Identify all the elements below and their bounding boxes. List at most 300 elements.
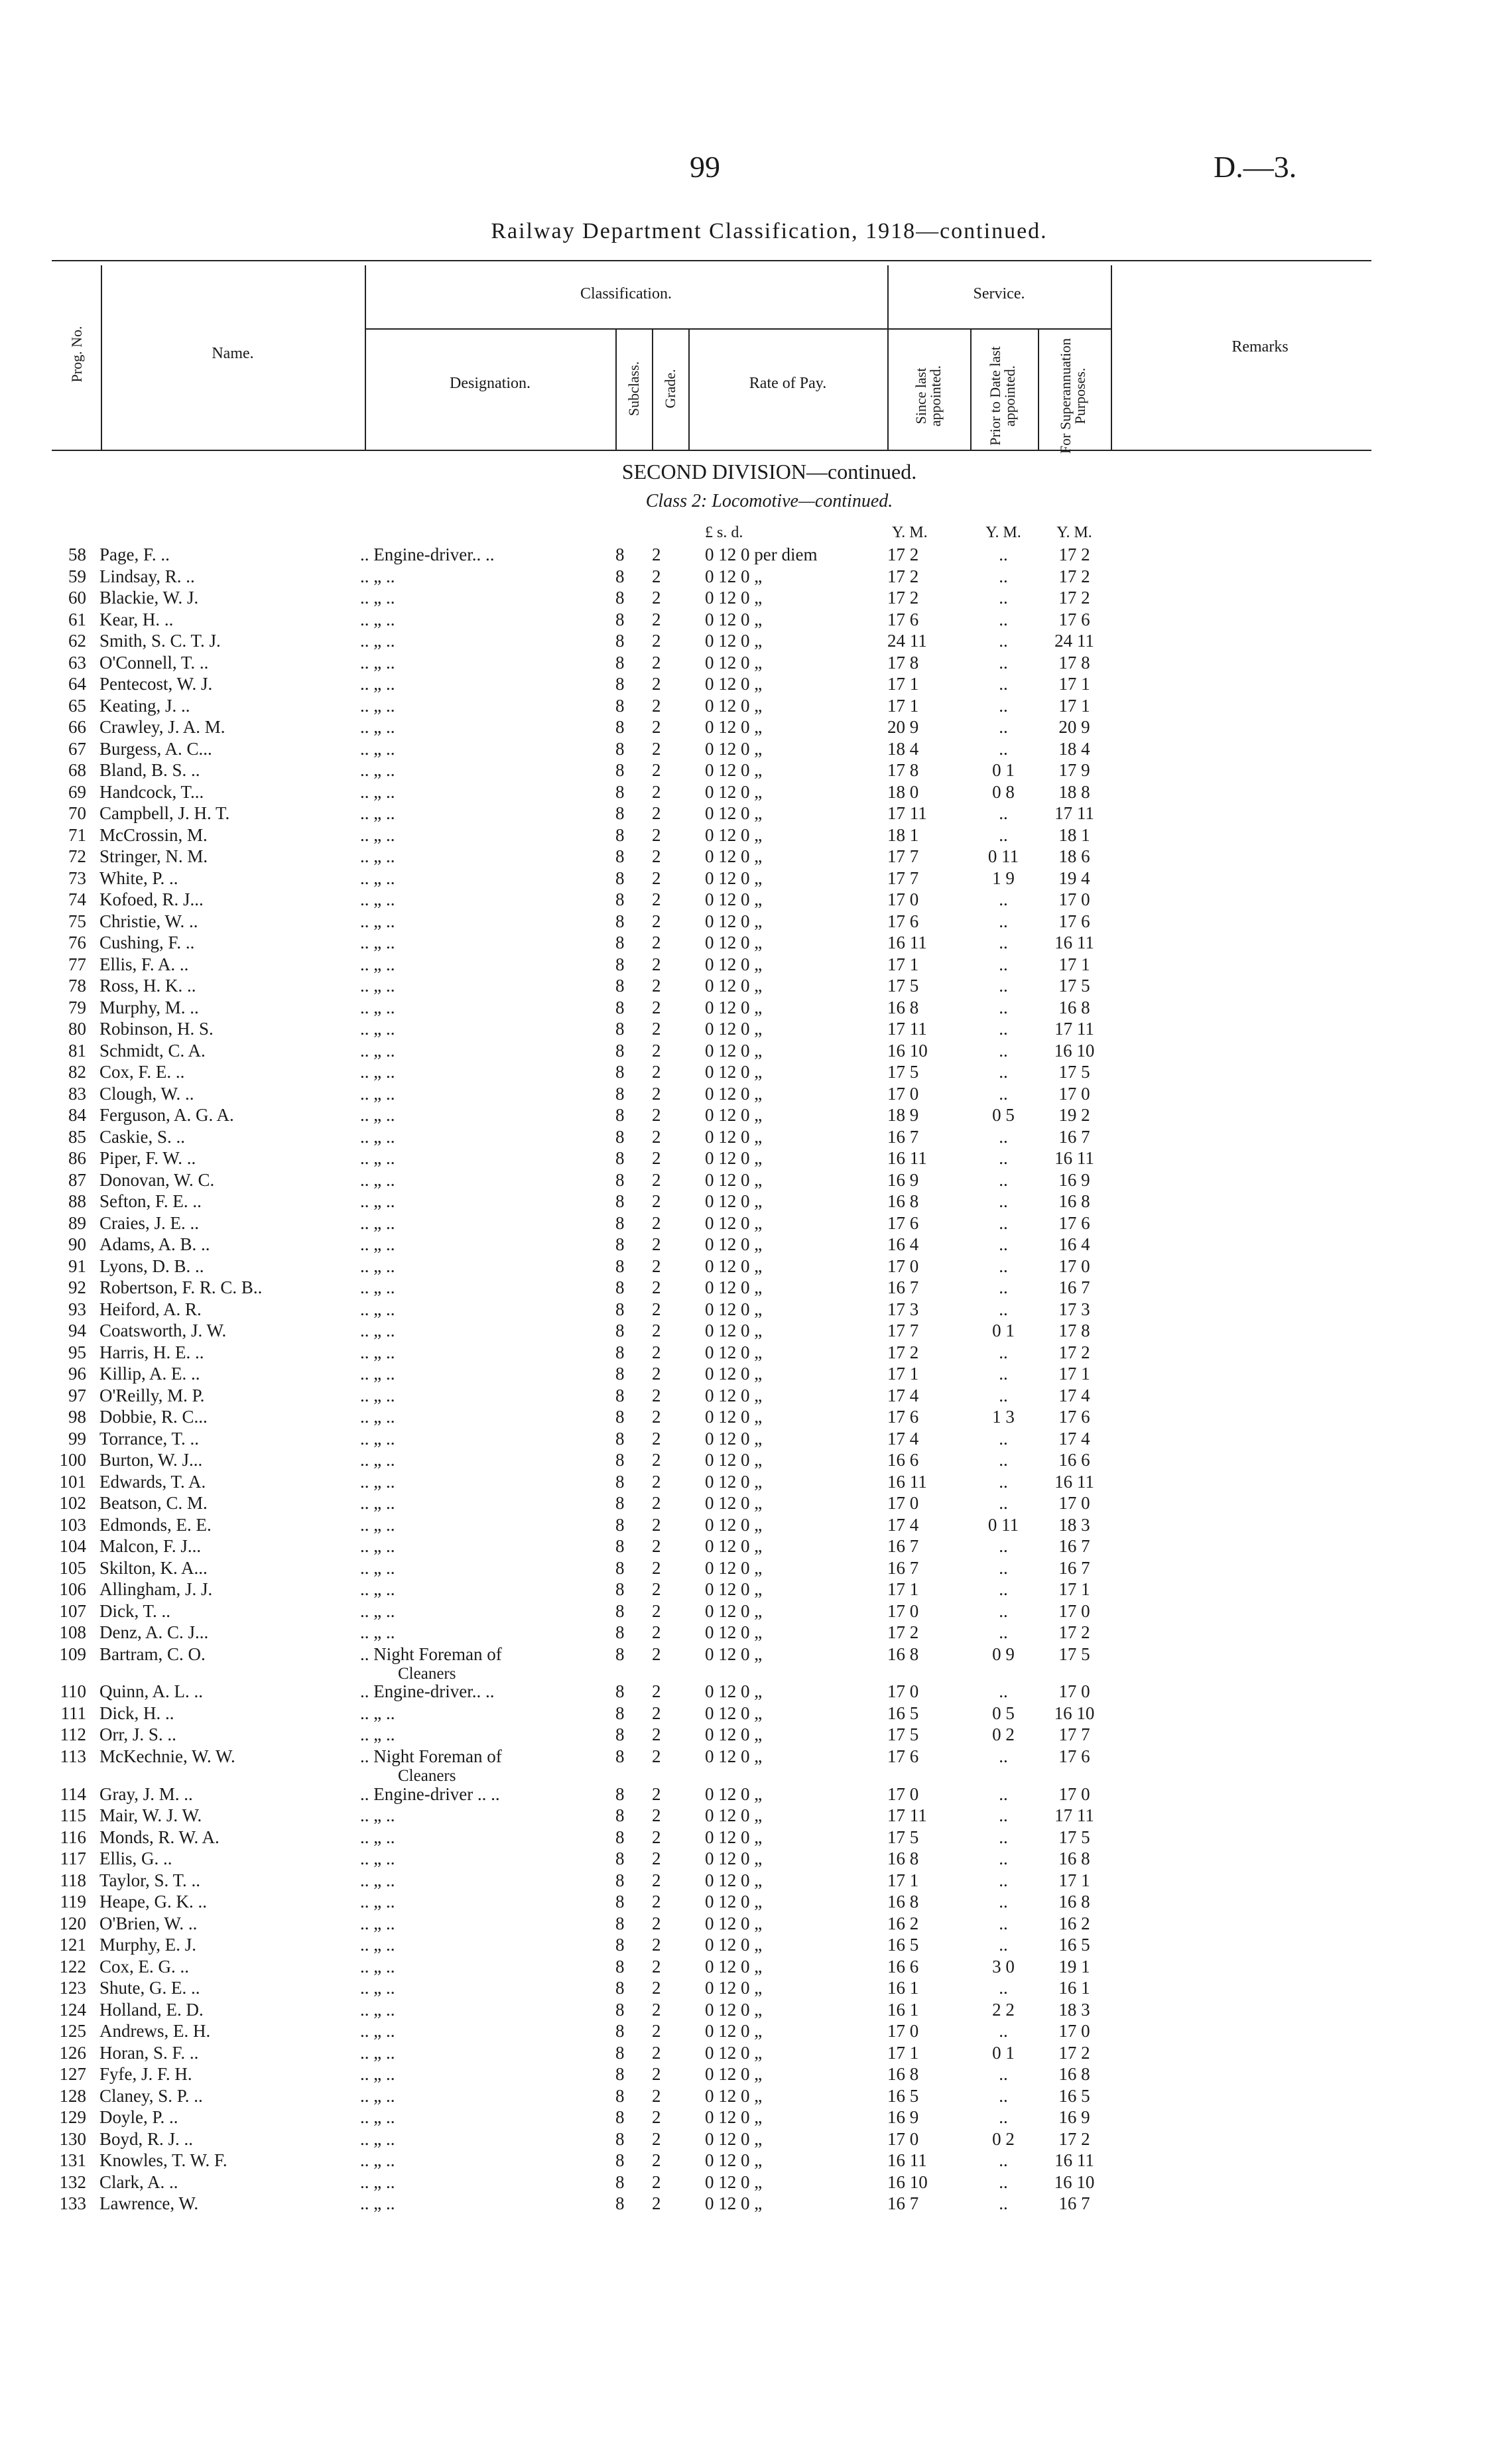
staff-name: Taylor, S. T. .. xyxy=(99,1870,201,1890)
grade: 2 xyxy=(652,1681,661,1701)
grade: 2 xyxy=(652,998,661,1017)
grade: 2 xyxy=(652,1805,661,1825)
staff-name: Gray, J. M. .. xyxy=(99,1784,193,1804)
grade: 2 xyxy=(652,588,661,608)
table-row xyxy=(0,1363,1512,1384)
service-prior: .. xyxy=(999,1213,1008,1233)
subclass: 8 xyxy=(615,889,625,909)
prog-no: 118 xyxy=(60,1870,86,1890)
designation: .. „ .. xyxy=(360,610,395,629)
designation: .. „ .. xyxy=(360,1386,395,1405)
subclass: 8 xyxy=(615,1579,625,1599)
service-prior: .. xyxy=(999,1978,1008,1998)
rate-of-pay: 0 12 0 „ xyxy=(705,1935,763,1955)
rate-of-pay: 0 12 0 „ xyxy=(705,954,763,974)
table-row xyxy=(0,2171,1512,2193)
subclass: 8 xyxy=(615,1805,625,1825)
service-since-last: 17 5 xyxy=(887,1827,919,1847)
grade: 2 xyxy=(652,1913,661,1933)
service-superannuation: 16 10 xyxy=(1054,1041,1095,1061)
table-row xyxy=(0,1746,1512,1785)
designation: .. „ .. xyxy=(360,1493,395,1513)
grade: 2 xyxy=(652,954,661,974)
staff-name: O'Brien, W. .. xyxy=(99,1913,198,1933)
subclass: 8 xyxy=(615,1213,625,1233)
grade: 2 xyxy=(652,674,661,694)
table-row xyxy=(0,587,1512,608)
grade: 2 xyxy=(652,1127,661,1147)
designation: .. „ .. xyxy=(360,2000,395,2020)
table-row xyxy=(0,975,1512,996)
subclass: 8 xyxy=(615,1041,625,1061)
page-number: 99 xyxy=(690,150,720,184)
service-prior: .. xyxy=(999,825,1008,845)
prog-no: 82 xyxy=(68,1062,86,1082)
subclass: 8 xyxy=(615,653,625,673)
prog-no: 68 xyxy=(68,760,86,780)
subclass: 8 xyxy=(615,739,625,759)
rate-of-pay: 0 12 0 per diem xyxy=(705,545,818,564)
designation: .. „ .. xyxy=(360,1407,395,1427)
designation: .. „ .. xyxy=(360,1622,395,1642)
service-prior: .. xyxy=(999,1870,1008,1890)
subclass: 8 xyxy=(615,1644,625,1664)
service-since-last: 16 7 xyxy=(887,1558,919,1578)
designation: .. „ .. xyxy=(360,1724,395,1744)
service-prior: .. xyxy=(999,1622,1008,1642)
subclass: 8 xyxy=(615,1127,625,1147)
service-since-last: 17 11 xyxy=(887,1805,927,1825)
designation: .. „ .. xyxy=(360,2193,395,2213)
staff-name: Smith, S. C. T. J. xyxy=(99,631,221,651)
service-superannuation: 17 11 xyxy=(1054,1019,1094,1039)
document-reference: D.—3. xyxy=(1214,150,1297,184)
subclass: 8 xyxy=(615,1407,625,1427)
prog-no: 110 xyxy=(60,1681,86,1701)
table-row xyxy=(0,1579,1512,1600)
table-row xyxy=(0,2193,1512,2214)
prog-no: 109 xyxy=(59,1644,86,1664)
subclass: 8 xyxy=(615,1170,625,1190)
grade: 2 xyxy=(652,610,661,629)
subclass: 8 xyxy=(615,998,625,1017)
staff-name: Piper, F. W. .. xyxy=(99,1148,196,1168)
designation: .. „ .. xyxy=(360,1041,395,1061)
designation: .. „ .. xyxy=(360,1515,395,1535)
rate-of-pay: 0 12 0 „ xyxy=(705,2107,763,2127)
service-superannuation: 16 8 xyxy=(1058,1848,1090,1868)
grade: 2 xyxy=(652,2107,661,2127)
designation: .. „ .. xyxy=(360,2150,395,2170)
service-since-last: 16 5 xyxy=(887,1935,919,1955)
prog-no: 119 xyxy=(60,1892,86,1911)
table-row xyxy=(0,652,1512,673)
service-since-last: 16 8 xyxy=(887,1892,919,1911)
service-prior: .. xyxy=(999,1601,1008,1621)
designation: .. „ .. xyxy=(360,739,395,759)
designation: .. „ .. xyxy=(360,566,395,586)
rate-of-pay: 0 12 0 „ xyxy=(705,674,763,694)
service-since-last: 17 0 xyxy=(887,1493,919,1513)
service-since-last: 24 11 xyxy=(887,631,927,651)
grade: 2 xyxy=(652,1848,661,1868)
table-row xyxy=(0,1256,1512,1277)
service-since-last: 16 1 xyxy=(887,2000,919,2020)
units-super: Y. M. xyxy=(1056,524,1092,541)
table-row xyxy=(0,1234,1512,1255)
grade: 2 xyxy=(652,2193,661,2213)
table-row xyxy=(0,1600,1512,1622)
service-superannuation: 17 8 xyxy=(1058,653,1090,673)
grade: 2 xyxy=(652,1407,661,1427)
prog-no: 122 xyxy=(59,1957,86,1976)
designation: .. „ .. xyxy=(360,1935,395,1955)
table-row xyxy=(0,1724,1512,1745)
staff-name: Murphy, M. .. xyxy=(99,998,199,1017)
grade: 2 xyxy=(652,2000,661,2020)
units-since: Y. M. xyxy=(892,524,928,541)
rate-of-pay: 0 12 0 „ xyxy=(705,1913,763,1933)
grade: 2 xyxy=(652,631,661,651)
service-since-last: 17 1 xyxy=(887,1870,919,1890)
service-since-last: 20 9 xyxy=(887,717,919,737)
rate-of-pay: 0 12 0 „ xyxy=(705,1299,763,1319)
service-prior: .. xyxy=(999,2107,1008,2127)
rate-of-pay: 0 12 0 „ xyxy=(705,1472,763,1492)
rate-of-pay: 0 12 0 „ xyxy=(705,588,763,608)
service-prior: .. xyxy=(999,2150,1008,2170)
designation: .. „ .. xyxy=(360,1703,395,1723)
rate-of-pay: 0 12 0 „ xyxy=(705,2172,763,2192)
service-superannuation: 17 0 xyxy=(1058,1084,1090,1104)
service-superannuation: 17 1 xyxy=(1058,1364,1090,1384)
table-row xyxy=(0,609,1512,630)
subclass: 8 xyxy=(615,1935,625,1955)
prog-no: 77 xyxy=(68,954,86,974)
service-superannuation: 17 4 xyxy=(1058,1386,1090,1405)
service-since-last: 17 1 xyxy=(887,1579,919,1599)
grade: 2 xyxy=(652,1256,661,1276)
rate-of-pay: 0 12 0 „ xyxy=(705,653,763,673)
service-prior: .. xyxy=(999,803,1008,823)
prog-no: 89 xyxy=(68,1213,86,1233)
prog-no: 66 xyxy=(68,717,86,737)
designation: .. „ .. xyxy=(360,911,395,931)
grade: 2 xyxy=(652,2064,661,2084)
rate-of-pay: 0 12 0 „ xyxy=(705,1746,763,1766)
subclass: 8 xyxy=(615,1062,625,1082)
service-prior: .. xyxy=(999,1493,1008,1513)
header-bottom-rule xyxy=(52,450,1371,451)
subclass: 8 xyxy=(615,1019,625,1039)
rate-of-pay: 0 12 0 „ xyxy=(705,739,763,759)
subclass: 8 xyxy=(615,717,625,737)
service-superannuation: 17 1 xyxy=(1058,1579,1090,1599)
table-row xyxy=(0,738,1512,759)
service-since-last: 17 6 xyxy=(887,610,919,629)
service-superannuation: 17 1 xyxy=(1058,696,1090,716)
subclass: 8 xyxy=(615,674,625,694)
service-superannuation: 16 7 xyxy=(1058,1277,1090,1297)
service-since-last: 16 8 xyxy=(887,1191,919,1211)
rate-of-pay: 0 12 0 „ xyxy=(705,2021,763,2041)
staff-name: Caskie, S. .. xyxy=(99,1127,186,1147)
service-prior: .. xyxy=(999,610,1008,629)
staff-name: Campbell, J. H. T. xyxy=(99,803,230,823)
rate-of-pay: 0 12 0 „ xyxy=(705,889,763,909)
designation: .. „ .. xyxy=(360,1805,395,1825)
table-row xyxy=(0,1913,1512,1934)
service-superannuation: 19 4 xyxy=(1058,868,1090,888)
service-superannuation: 16 4 xyxy=(1058,1234,1090,1254)
service-superannuation: 16 2 xyxy=(1058,1913,1090,1933)
rate-of-pay: 0 12 0 „ xyxy=(705,2193,763,2213)
subclass: 8 xyxy=(615,1978,625,1998)
subclass: 8 xyxy=(615,545,625,564)
table-row xyxy=(0,1471,1512,1492)
grade: 2 xyxy=(652,1277,661,1297)
prog-no: 108 xyxy=(59,1622,86,1642)
subclass: 8 xyxy=(615,610,625,629)
prog-no: 107 xyxy=(59,1601,86,1621)
grade: 2 xyxy=(652,1105,661,1125)
header-mid-rule xyxy=(365,328,1111,330)
rate-of-pay: 0 12 0 „ xyxy=(705,1848,763,1868)
rate-of-pay: 0 12 0 „ xyxy=(705,2086,763,2106)
staff-name: Cushing, F. .. xyxy=(99,933,195,952)
service-since-last: 16 7 xyxy=(887,2193,919,2213)
service-superannuation: 17 6 xyxy=(1058,1407,1090,1427)
prog-no: 74 xyxy=(68,889,86,909)
prog-no: 70 xyxy=(68,803,86,823)
grade: 2 xyxy=(652,1935,661,1955)
staff-name: Burgess, A. C... xyxy=(99,739,212,759)
grade: 2 xyxy=(652,1148,661,1168)
service-since-last: 16 1 xyxy=(887,1978,919,1998)
service-prior: .. xyxy=(999,717,1008,737)
table-row xyxy=(0,1449,1512,1470)
staff-name: Schmidt, C. A. xyxy=(99,1041,206,1061)
service-superannuation: 17 6 xyxy=(1058,1213,1090,1233)
designation: .. „ .. xyxy=(360,2064,395,2084)
service-superannuation: 16 8 xyxy=(1058,998,1090,1017)
service-prior: .. xyxy=(999,1256,1008,1276)
service-since-last: 17 8 xyxy=(887,760,919,780)
rate-of-pay: 0 12 0 „ xyxy=(705,1148,763,1168)
staff-name: Denz, A. C. J... xyxy=(99,1622,209,1642)
prog-no: 133 xyxy=(59,2193,86,2213)
subclass: 8 xyxy=(615,1558,625,1578)
subclass: 8 xyxy=(615,2000,625,2020)
service-prior: .. xyxy=(999,998,1008,1017)
header-rate-of-pay: Rate of Pay. xyxy=(749,375,827,392)
designation: .. „ .. xyxy=(360,1062,395,1082)
service-superannuation: 17 2 xyxy=(1058,2129,1090,2149)
grade: 2 xyxy=(652,1827,661,1847)
designation: .. „ .. xyxy=(360,2172,395,2192)
service-since-last: 17 4 xyxy=(887,1429,919,1449)
subclass: 8 xyxy=(615,2021,625,2041)
staff-name: Donovan, W. C. xyxy=(99,1170,215,1190)
staff-name: Monds, R. W. A. xyxy=(99,1827,220,1847)
service-superannuation: 17 2 xyxy=(1058,1342,1090,1362)
designation: .. „ .. xyxy=(360,717,395,737)
staff-name: Fyfe, J. F. H. xyxy=(99,2064,192,2084)
rate-of-pay: 0 12 0 „ xyxy=(705,1105,763,1125)
table-row xyxy=(0,1977,1512,1998)
service-since-last: 18 0 xyxy=(887,782,919,802)
grade: 2 xyxy=(652,1957,661,1976)
service-prior: .. xyxy=(999,2021,1008,2041)
service-prior: .. xyxy=(999,1386,1008,1405)
service-since-last: 17 6 xyxy=(887,1746,919,1766)
service-prior: 0 5 xyxy=(992,1703,1015,1723)
staff-name: Doyle, P. .. xyxy=(99,2107,178,2127)
designation: .. „ .. xyxy=(360,1342,395,1362)
staff-name: Burton, W. J... xyxy=(99,1450,203,1470)
service-superannuation: 16 8 xyxy=(1058,2064,1090,2084)
rate-of-pay: 0 12 0 „ xyxy=(705,2043,763,2063)
prog-no: 120 xyxy=(59,1913,86,1933)
service-prior: .. xyxy=(999,545,1008,564)
subclass: 8 xyxy=(615,1827,625,1847)
subclass: 8 xyxy=(615,1472,625,1492)
designation: .. „ .. xyxy=(360,1234,395,1254)
staff-name: Page, F. .. xyxy=(99,545,170,564)
subclass: 8 xyxy=(615,2043,625,2063)
designation: .. „ .. xyxy=(360,782,395,802)
table-row xyxy=(0,1320,1512,1341)
service-since-last: 17 8 xyxy=(887,653,919,673)
service-superannuation: 18 1 xyxy=(1058,825,1090,845)
header-remarks: Remarks xyxy=(1231,338,1289,356)
subclass: 8 xyxy=(615,911,625,931)
service-since-last: 17 0 xyxy=(887,1601,919,1621)
staff-name: Lyons, D. B. .. xyxy=(99,1256,204,1276)
staff-name: Sefton, F. E. .. xyxy=(99,1191,202,1211)
service-since-last: 17 5 xyxy=(887,1062,919,1082)
designation: .. „ .. xyxy=(360,1127,395,1147)
service-since-last: 17 1 xyxy=(887,696,919,716)
rate-of-pay: 0 12 0 „ xyxy=(705,868,763,888)
service-superannuation: 18 8 xyxy=(1058,782,1090,802)
designation: .. „ .. xyxy=(360,1827,395,1847)
page-title: Railway Department Classification, 1918—continued. xyxy=(491,219,1048,243)
table-row xyxy=(0,1406,1512,1427)
staff-name: Clough, W. .. xyxy=(99,1084,194,1104)
staff-name: Robertson, F. R. C. B.. xyxy=(99,1277,263,1297)
rate-of-pay: 0 12 0 „ xyxy=(705,1321,763,1340)
service-superannuation: 17 0 xyxy=(1058,2021,1090,2041)
subclass: 8 xyxy=(615,1681,625,1701)
prog-no: 97 xyxy=(68,1386,86,1405)
service-since-last: 16 9 xyxy=(887,2107,919,2127)
service-superannuation: 17 0 xyxy=(1058,1681,1090,1701)
subclass: 8 xyxy=(615,2172,625,2192)
staff-name: Stringer, N. M. xyxy=(99,846,208,866)
rate-of-pay: 0 12 0 „ xyxy=(705,1957,763,1976)
service-superannuation: 18 4 xyxy=(1058,739,1090,759)
prog-no: 61 xyxy=(68,610,86,629)
grade: 2 xyxy=(652,739,661,759)
subclass: 8 xyxy=(615,1277,625,1297)
designation: .. „ .. xyxy=(360,696,395,716)
prog-no: 79 xyxy=(68,998,86,1017)
grade: 2 xyxy=(652,1062,661,1082)
service-since-last: 17 1 xyxy=(887,954,919,974)
designation: .. „ .. xyxy=(360,846,395,866)
rate-of-pay: 0 12 0 „ xyxy=(705,1724,763,1744)
service-superannuation: 17 2 xyxy=(1058,545,1090,564)
service-prior: .. xyxy=(999,674,1008,694)
subclass: 8 xyxy=(615,2107,625,2127)
subclass: 8 xyxy=(615,1622,625,1642)
service-since-last: 18 9 xyxy=(887,1105,919,1125)
service-since-last: 17 6 xyxy=(887,1407,919,1427)
subclass: 8 xyxy=(615,2129,625,2149)
grade: 2 xyxy=(652,825,661,845)
grade: 2 xyxy=(652,1515,661,1535)
table-row xyxy=(0,1147,1512,1169)
prog-no: 84 xyxy=(68,1105,86,1125)
staff-name: Christie, W. .. xyxy=(99,911,198,931)
service-prior: .. xyxy=(999,2172,1008,2192)
prog-no: 132 xyxy=(59,2172,86,2192)
subclass: 8 xyxy=(615,1784,625,1804)
service-prior: .. xyxy=(999,1299,1008,1319)
service-superannuation: 24 11 xyxy=(1054,631,1094,651)
service-prior: 0 8 xyxy=(992,782,1015,802)
subclass: 8 xyxy=(615,631,625,651)
service-prior: .. xyxy=(999,911,1008,931)
service-superannuation: 17 1 xyxy=(1058,954,1090,974)
staff-name: O'Connell, T. .. xyxy=(99,653,209,673)
prog-no: 59 xyxy=(68,566,86,586)
service-superannuation: 17 11 xyxy=(1054,803,1094,823)
designation: .. „ .. xyxy=(360,1601,395,1621)
designation: .. „ .. xyxy=(360,2129,395,2149)
prog-no: 90 xyxy=(68,1234,86,1254)
service-superannuation: 16 8 xyxy=(1058,1191,1090,1211)
designation: .. „ .. xyxy=(360,1913,395,1933)
table-row xyxy=(0,824,1512,846)
service-prior: 0 11 xyxy=(987,846,1019,866)
prog-no: 106 xyxy=(59,1579,86,1599)
subclass: 8 xyxy=(615,1450,625,1470)
designation: .. „ .. xyxy=(360,1978,395,1998)
service-prior: 0 2 xyxy=(992,1724,1015,1744)
designation: .. „ .. xyxy=(360,674,395,694)
table-row xyxy=(0,868,1512,889)
service-superannuation: 18 3 xyxy=(1058,1515,1090,1535)
rate-of-pay: 0 12 0 „ xyxy=(705,976,763,996)
prog-no: 94 xyxy=(68,1321,86,1340)
designation: .. Engine-driver.. .. xyxy=(360,1681,495,1701)
staff-name: Beatson, C. M. xyxy=(99,1493,208,1513)
table-row xyxy=(0,1428,1512,1449)
service-superannuation: 19 2 xyxy=(1058,1105,1090,1125)
grade: 2 xyxy=(652,1870,661,1890)
prog-no: 121 xyxy=(59,1935,86,1955)
designation: .. „ .. xyxy=(360,631,395,651)
grade: 2 xyxy=(652,911,661,931)
subclass: 8 xyxy=(615,868,625,888)
service-superannuation: 19 1 xyxy=(1058,1957,1090,1976)
staff-name: Harris, H. E. .. xyxy=(99,1342,204,1362)
designation: .. „ .. xyxy=(360,933,395,952)
service-prior: .. xyxy=(999,1536,1008,1556)
service-prior: 1 9 xyxy=(992,868,1015,888)
